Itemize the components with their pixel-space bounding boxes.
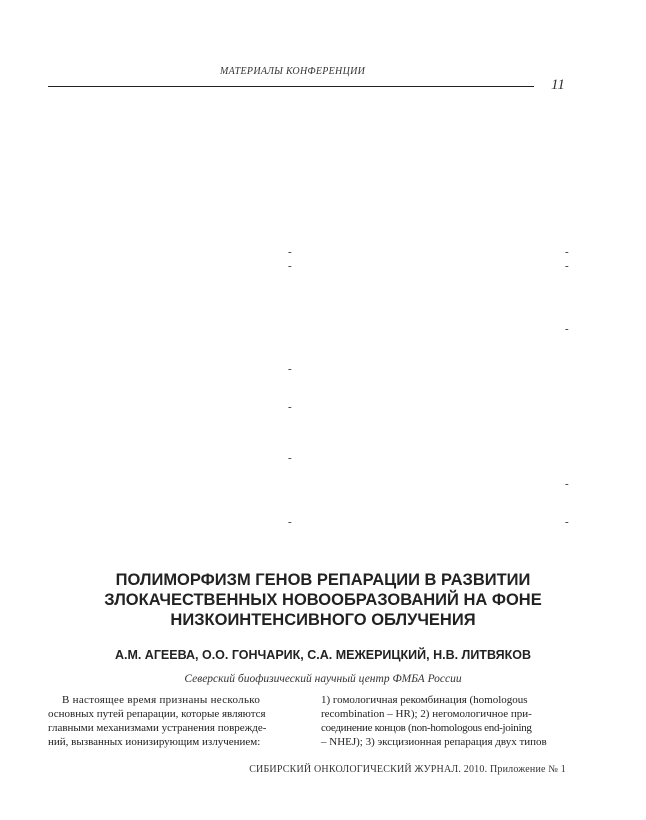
title-line: ЗЛОКАЧЕСТВЕННЫХ НОВООБРАЗОВАНИЙ НА ФОНЕ bbox=[104, 591, 542, 609]
hyphen-mark: - bbox=[288, 363, 292, 375]
hyphen-mark: - bbox=[565, 260, 569, 272]
hyphen-mark: - bbox=[288, 246, 292, 258]
body-column-left bbox=[48, 693, 288, 749]
body-column-right bbox=[321, 693, 561, 749]
title-line: НИЗКОИНТЕНСИВНОГО ОБЛУЧЕНИЯ bbox=[170, 611, 476, 629]
body-line: основных путей репарации, которые являются bbox=[48, 708, 266, 720]
authors: А.М. АГЕЕВА, О.О. ГОНЧАРИК, С.А. МЕЖЕРИЦКИЙ, Н.В. ЛИТВЯКОВ bbox=[114, 648, 532, 662]
hyphen-mark: - bbox=[288, 516, 292, 528]
article-title bbox=[48, 570, 598, 630]
hyphen-mark: - bbox=[565, 246, 569, 258]
hyphen-mark: - bbox=[565, 478, 569, 490]
hyphen-mark: - bbox=[565, 516, 569, 528]
body-line: главными механизмами устранения поврежде- bbox=[48, 722, 267, 734]
body-line: В настоящее время признаны несколько bbox=[62, 694, 261, 706]
body-line: – NHEJ); 3) эксцизионная репарация двух типов bbox=[321, 736, 547, 748]
hyphen-mark: - bbox=[565, 323, 569, 335]
body-line: соединение концов (non-homologous end-joining bbox=[321, 722, 532, 734]
hyphen-mark: - bbox=[288, 401, 292, 413]
hyphen-mark: - bbox=[288, 452, 292, 464]
body-line: 1) гомологичная рекомбинация (homologous bbox=[321, 694, 528, 706]
title-line: ПОЛИМОРФИЗМ ГЕНОВ РЕПАРАЦИИ В РАЗВИТИИ bbox=[115, 571, 531, 589]
body-line: recombination – HR); 2) негомологичное при- bbox=[321, 708, 532, 720]
page-number: 11 bbox=[551, 77, 565, 93]
body-line: ний, вызванных ионизирующим излучением: bbox=[48, 736, 261, 748]
journal-footer: СИБИРСКИЙ ОНКОЛОГИЧЕСКИЙ ЖУРНАЛ. 2010. Приложение № 1 bbox=[249, 764, 566, 775]
affiliation: Северский биофизический научный центр ФМБА России bbox=[184, 673, 462, 685]
running-head: МАТЕРИАЛЫ КОНФЕРЕНЦИИ bbox=[220, 66, 366, 77]
hyphen-mark: - bbox=[288, 260, 292, 272]
header-rule bbox=[48, 86, 534, 87]
